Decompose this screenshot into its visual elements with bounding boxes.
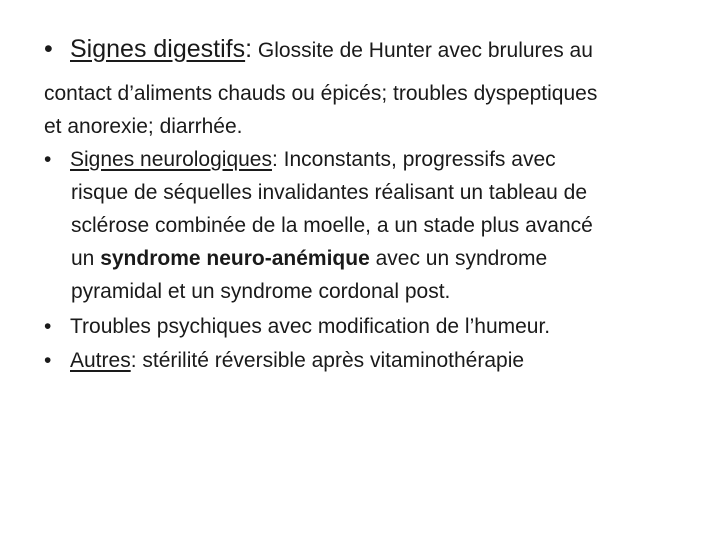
heading-signes-digestifs: Signes digestifs [70,35,246,63]
text-line: et anorexie; diarrhée. [44,115,243,138]
text-line: Troubles psychiques avec modification de l’humeur. [70,315,551,338]
text-line: pyramidal et un syndrome cordonal post. [71,280,451,303]
heading-colon: : [245,35,253,63]
text-line [71,246,547,272]
bullet-icon: • [44,148,52,171]
bullet-icon: • [44,315,52,338]
bullet-item-autres [44,348,524,374]
text-line: sclérose combinée de la moelle, a un stade plus avancé [71,214,593,237]
heading-signes-neurologiques: Signes neurologiques [70,148,272,171]
text-line: contact d’aliments chauds ou épicés; troubles dyspeptiques [44,82,598,105]
heading-autres: Autres [70,349,131,372]
bold-term: syndrome neuro-anémique [100,247,370,270]
text-fragment: un [71,247,101,270]
text-fragment: avec un syndrome [369,247,548,270]
text-line: Glossite de Hunter avec brulures au [252,39,593,62]
bullet-item-troubles-psychiques [44,314,550,340]
bullet-icon: • [44,35,53,63]
text-line: : stérilité réversible après vitaminothérapie [130,349,525,372]
bullet-item-signes-neurologiques [44,147,556,173]
text-line: : Inconstants, progressifs avec [271,148,556,171]
bullet-icon: • [44,349,52,372]
bullet-item-signes-digestifs [44,36,593,64]
text-line: risque de séquelles invalidantes réalisant un tableau de [71,181,588,204]
